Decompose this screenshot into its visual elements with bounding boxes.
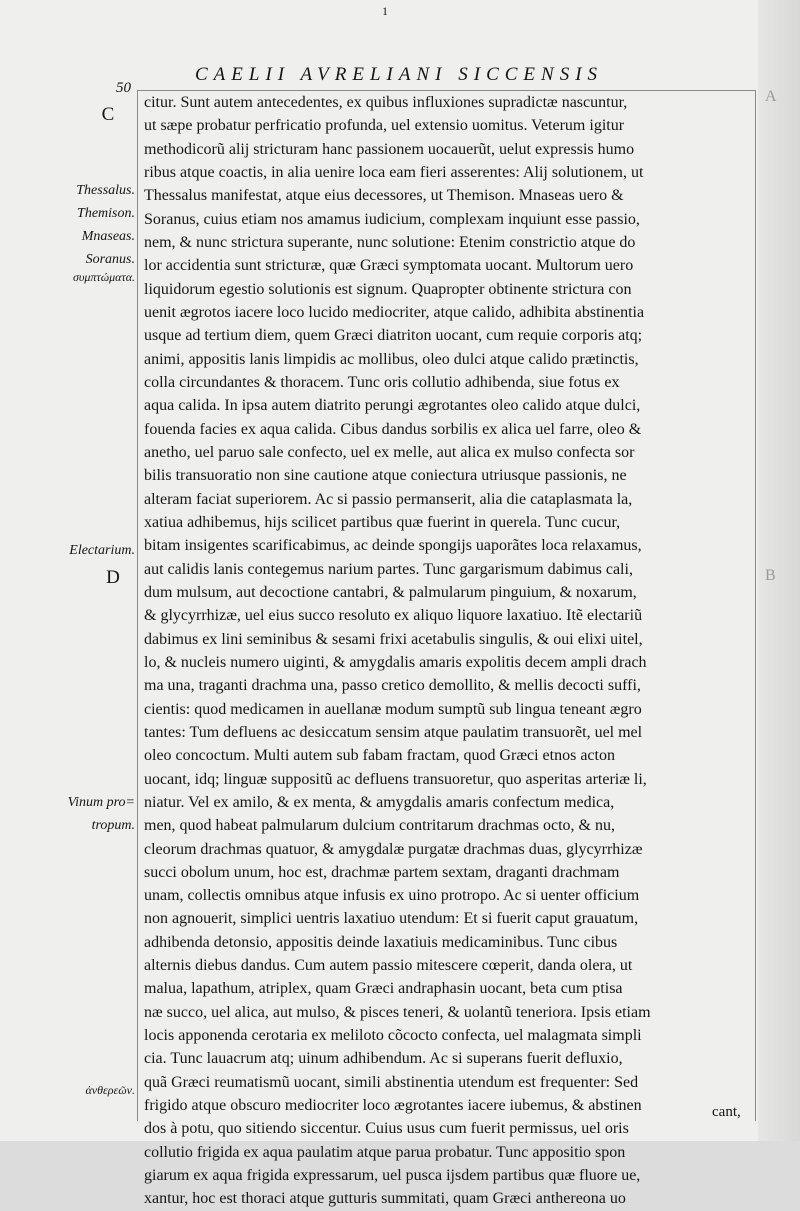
- text-line: liquidorum egestio solutionis est signum. Quapropter obtinente strictura con: [144, 280, 632, 298]
- text-line: alteram faciat superiorem. Ac si passio permanserit, alia die cataplasmata la,: [144, 490, 633, 508]
- margin-note-thessalus: Thessalus.: [76, 183, 135, 198]
- text-line: ut sæpe probatur perfricatio profunda, uel extensio uomitus. Veterum igitur: [144, 117, 625, 135]
- text-line: usque ad tertium diem, quem Græci diatriton uocant, cum requie corporis atq;: [144, 327, 643, 345]
- text-line: Thessalus manifestat, atque eius decessores, ut Themison. Mnaseas uero &: [144, 187, 624, 205]
- text-line: uocant, idq; linguæ suppositũ ac defluens transuoretur, quo asperitas arteriæ li,: [144, 770, 647, 788]
- margin-note-themison: Themison.: [77, 206, 135, 221]
- edge-letter-b: B: [765, 567, 776, 584]
- text-line: cleorum drachmas quatuor, & amygdalæ purgatæ drachmas duas, glycyrrhizæ: [144, 840, 643, 858]
- margin-letter-c: C: [101, 104, 115, 125]
- text-line: adhibenda detonsio, appositis deinde laxatiuis medicaminibus. Tunc cibus: [144, 933, 618, 951]
- text-line: Soranus, cuius etiam nos amamus iudicium, complexam inquiunt esse passio,: [144, 210, 640, 228]
- catchword: cant,: [712, 1104, 741, 1120]
- running-head: CAELII AVRELIANI SICCENSIS: [195, 64, 604, 85]
- margin-note-anthereon: ἀνθερεῶν.: [85, 1083, 135, 1097]
- page-number: 50: [116, 80, 131, 96]
- margin-letter-d: D: [106, 567, 120, 588]
- edge-letter-a: A: [765, 88, 777, 105]
- text-line: aut calidis lanis contegemus narium partes. Tunc gargarismum dabimus cali,: [144, 560, 633, 578]
- margin-note-vinum-tropum: tropum.: [91, 818, 135, 833]
- text-line: animi, appositis lanis limpidis ac mollibus, oleo dulci atque calido prætinctis,: [144, 350, 639, 368]
- text-line: succi obolum unum, hoc est, drachmæ partem sextam, draganti drachmam: [144, 863, 620, 881]
- text-line: fouenda facies ex aqua calida. Cibus dandus sorbilis ex alica uel farre, oleo &: [144, 420, 642, 438]
- text-line: dabimus ex lini seminibus & sesami frixi acetabulis singulis, & oui elixi uitel,: [144, 630, 643, 648]
- text-line: giarum ex aqua frigida expressarum, uel pusca ijsdem partibus quæ fluore ue,: [144, 1167, 641, 1185]
- text-line: anetho, uel paruo sale confecto, uel ex melle, aut alica ex mulso confecta sor: [144, 443, 635, 461]
- text-line: unam, collectis omnibus atque infusis ex uino protropo. Ac si uenter officium: [144, 887, 640, 905]
- body-text: [144, 91, 750, 1211]
- text-line: men, quod habeat palmularum dulcium contritarum drachmas octo, & nu,: [144, 817, 615, 835]
- margin-note-electarium: Electarium.: [69, 543, 135, 558]
- text-line: citur. Sunt autem antecedentes, ex quibus influxiones supradictæ nascuntur,: [144, 94, 628, 111]
- text-line: uenit ægrotos iacere loco lucido mediocriter, atque calido, adhibita abstinentia: [144, 303, 645, 321]
- text-line: frigido atque obscuro mediocriter loco ægrotantes iacere iubemus, & abstinen: [144, 1097, 642, 1115]
- text-line: nem, & nunc strictura superante, nunc solutione: Etenim constrictio atque do: [144, 233, 636, 251]
- text-line: ma una, traganti drachma una, passo cretico demollito, & mellis decocti suffi,: [144, 677, 641, 695]
- text-line: alternis diebus dandus. Cum autem passio mitescere cœperit, danda olera, ut: [144, 957, 633, 975]
- text-line: ribus atque coactis, in alia uenire loca eam fieri asserentes: Alij solutionem, ut: [144, 163, 644, 181]
- text-line: cientis: quod medicamen in auellanæ modum sumptũ sub lingua teneant ægro: [144, 700, 642, 718]
- text-line: & glycyrrhizæ, uel eius succo resoluto ex aliquo liquore laxatiuo. Itẽ electariũ: [144, 607, 643, 625]
- text-line: lor accidentia sunt stricturæ, quæ Græci symptomata uocant. Multorum uero: [144, 257, 634, 275]
- top-mark: 1: [382, 4, 388, 18]
- text-line: malua, lapathum, atriplex, quam Græci andraphasin uocant, beta cum ptisa: [144, 980, 623, 998]
- text-line: dos à potu, quo sitiendo siccentur. Cuius usus cum fuerit permissus, uel oris: [144, 1120, 629, 1138]
- text-line: bilis transuoratio non sine cautione atque coniectura utriusque passionis, ne: [144, 467, 627, 485]
- margin-note-symptomata: συμπτώματα.: [72, 270, 135, 284]
- text-line: dum mulsum, aut decoctione cantabri, & palmularum pinguium, & noxarum,: [144, 583, 637, 601]
- text-line: quã Græci reumatismũ uocant, simili abstinentia utendum est frequenter: Sed: [144, 1073, 639, 1091]
- text-line: methodicorũ alij stricturam hanc passionem uocauerũt, uelut expressis humo: [144, 140, 635, 158]
- text-line: niatur. Vel ex amilo, & ex menta, & amygdalis amaris confectum medica,: [144, 793, 615, 811]
- text-line: lo, & nucleis numero uiginti, & amygdalis amaris expolitis decem ampli drach: [144, 653, 647, 671]
- text-line: oleo concoctum. Multi autem sub fabam fractam, quod Græci etnos acton: [144, 747, 615, 765]
- text-line: non agnouerit, simplici uentris laxatiuo utendum: Et si fuerit caput grauatum,: [144, 910, 639, 928]
- margin-note-mnaseas: Mnaseas.: [81, 229, 135, 244]
- text-line: næ succo, uel alica, aut mulso, & pisces teneri, & uolantũ teneriora. Ipsis etiam: [144, 1003, 651, 1021]
- right-column-rule: [755, 90, 756, 1121]
- text-line: aqua calida. In ipsa autem diatrito perungi ægrotantes oleo calido atque dulci,: [144, 397, 641, 415]
- text-line: tantes: Tum defluens ac desiccatum sensim atque paulatim transuorẽt, uel mel: [144, 723, 643, 741]
- text-line: cia. Tunc lauacrum atq; uinum adhibendum. Ac si superans fuerit defluxio,: [144, 1050, 623, 1068]
- text-line: locis apponenda cerotaria ex meliloto cõcocto confecta, uel malagmata simpli: [144, 1027, 642, 1045]
- text-line: colla circundantes & thoracem. Tunc oris collutio adhibenda, siue fotus ex: [144, 373, 620, 391]
- text-line: xatiua adhibemus, hijs scilicet partibus quæ fuerint in querela. Tunc cucur,: [144, 513, 621, 531]
- text-line: bitam insigentes scarificabimus, ac deinde spongijs uaporãtes loca relaxamus,: [144, 537, 642, 555]
- margin-note-vinum-pro: Vinum pro=: [67, 795, 135, 810]
- margin-note-soranus: Soranus.: [85, 252, 135, 267]
- left-column-rule: [137, 90, 138, 1121]
- text-line: collutio frigida ex aqua paulatim atque parua probatur. Tunc appositio spon: [144, 1143, 626, 1161]
- text-line: xantur, hoc est thoraci atque gutturis summitati, quam Græci anthereona uo: [144, 1190, 626, 1208]
